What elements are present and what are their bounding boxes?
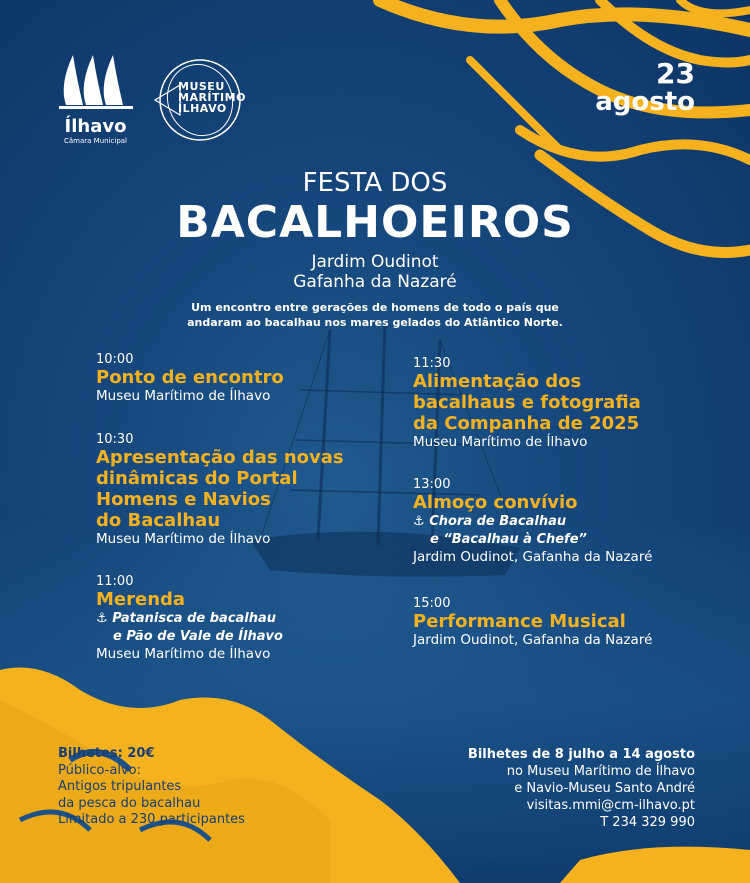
event-subtitle: Patanisca de bacalhau [112, 611, 277, 626]
audience-line2: da pesca do bacalhau [58, 795, 201, 811]
event-title-line: do Bacalhau [96, 510, 221, 531]
ticket-price: Bilhetes: 20€ [58, 746, 155, 761]
title-line1: FESTA DOS [302, 168, 448, 198]
event-location: Museu Marítimo de Ílhavo [96, 388, 271, 404]
intro-text [0, 300, 750, 330]
date-day: 23 [656, 57, 695, 90]
title-line2: BACALHOEIROS [176, 197, 574, 248]
event-title: Merenda [96, 589, 186, 610]
event-title-line: Alimentação dos [413, 371, 582, 392]
museu-logo [150, 55, 245, 145]
event-time: 15:00 [413, 596, 451, 611]
event-title-line: dinâmicas do Portal [96, 468, 298, 489]
event-item [96, 352, 284, 404]
intro-line1: Um encontro entre gerações de homens de todo o país que [191, 301, 559, 314]
event-time: 10:00 [96, 352, 134, 367]
intro-line2: andaram ao bacalhau nos mares gelados do Atlântico Norte. [187, 316, 563, 329]
museu-line2: MARÍTIMO [178, 91, 246, 104]
camara-subtitle: Câmara Municipal [63, 137, 127, 145]
camara-name: Ílhavo [64, 116, 127, 137]
title-block [0, 168, 750, 292]
sales-line2: e Navio-Museu Santo André [514, 781, 695, 796]
event-title-line: Apresentação das novas [96, 447, 344, 468]
event-date [595, 57, 695, 117]
event-title: Almoço convívio [413, 492, 578, 513]
event-title-line: Homens e Navios [96, 489, 271, 510]
anchor-icon: ⚓ [413, 514, 425, 529]
event-title: Performance Musical [413, 611, 626, 632]
sales-line1: no Museu Marítimo de Ílhavo [506, 764, 695, 779]
event-time: 10:30 [96, 432, 134, 447]
sales-phone[interactable]: T 234 329 990 [600, 815, 695, 830]
museu-line1: MUSEU [178, 80, 225, 93]
event-title: Ponto de encontro [96, 367, 284, 388]
audience-line1: Antigos tripulantes [58, 779, 182, 794]
museu-line3: ÍLHAVO [178, 102, 227, 115]
event-item [96, 574, 283, 662]
event-title-line: da Companha de 2025 [413, 413, 640, 434]
event-location: Jardim Oudinot, Gafanha da Nazaré [413, 632, 653, 648]
event-subtitle: e “Bacalhau à Chefe” [430, 532, 587, 547]
venue-line1: Jardim Oudinot [311, 252, 439, 272]
tickets-info [58, 746, 245, 829]
event-item [96, 432, 344, 547]
event-title-line: bacalhaus e fotografia [413, 392, 641, 413]
event-subtitle: e Pão de Vale de Ílhavo [113, 629, 283, 644]
event-location: Museu Marítimo de Ílhavo [96, 646, 271, 662]
sales-email[interactable]: visitas.mmi@cm-ilhavo.pt [526, 798, 695, 813]
event-subtitle: Chora de Bacalhau [429, 514, 567, 529]
sails-icon [51, 50, 141, 112]
camara-logo [48, 50, 143, 146]
event-item [413, 477, 652, 565]
event-item [413, 596, 652, 648]
audience-label: Público-alvo: [58, 762, 141, 778]
event-item [413, 356, 641, 450]
sales-heading: Bilhetes de 8 julho a 14 agosto [467, 747, 695, 762]
anchor-icon: ⚓ [96, 611, 108, 626]
participant-limit: Limitado a 230 participantes [58, 812, 245, 827]
sales-info [468, 746, 695, 831]
date-month: agosto [595, 87, 695, 117]
event-location: Museu Marítimo de Ílhavo [96, 531, 271, 547]
event-time: 11:00 [96, 574, 134, 589]
event-time: 11:30 [413, 356, 451, 371]
event-time: 13:00 [413, 477, 451, 492]
event-location: Museu Marítimo de Ílhavo [413, 434, 588, 450]
venue-line2: Gafanha da Nazaré [293, 272, 457, 292]
event-location: Jardim Oudinot, Gafanha da Nazaré [413, 549, 653, 565]
